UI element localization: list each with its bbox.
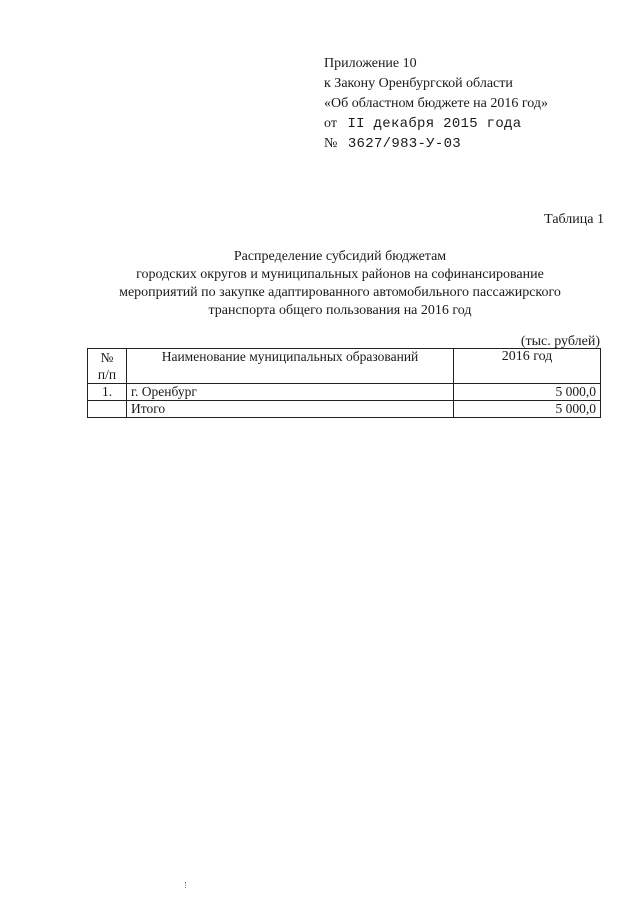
title-line-4: транспорта общего пользования на 2016 год — [208, 303, 472, 318]
row-num: 1. — [88, 384, 127, 401]
appendix-header — [324, 54, 548, 154]
total-num — [88, 401, 127, 418]
subsidy-table — [87, 348, 601, 418]
law-title: «Об областном бюджете на 2016 год» — [324, 96, 548, 111]
title-line-3: мероприятий по закупке адаптированного автомобильного пассажирского — [119, 285, 561, 300]
document-title — [60, 248, 620, 320]
table-reference: Таблица 1 — [544, 212, 604, 227]
date-value: II декабря 2015 года — [347, 116, 522, 132]
appendix-number: Приложение 10 — [324, 56, 417, 71]
total-value: 5 000,0 — [454, 401, 601, 418]
title-line-2: городских округов и муниципальных районов на софинансирование — [136, 267, 544, 282]
table-header-row — [88, 349, 601, 384]
total-row — [88, 401, 601, 418]
total-label: Итого — [127, 401, 454, 418]
scan-artifact — [185, 882, 188, 888]
header-num — [88, 349, 127, 384]
title-line-1: Распределение субсидий бюджетам — [233, 249, 447, 264]
header-year: 2016 год — [454, 349, 601, 384]
table-row — [88, 384, 601, 401]
units-label: (тыс. рублей) — [520, 334, 600, 349]
header-name: Наименование муниципальных образований — [127, 349, 454, 384]
number-value: 3627/983-У-03 — [347, 136, 461, 152]
row-value: 5 000,0 — [454, 384, 601, 401]
date-prefix: от — [324, 116, 337, 131]
date-line — [324, 114, 548, 134]
header-num-line1: № — [100, 350, 114, 365]
number-line — [324, 134, 548, 154]
number-prefix: № — [324, 136, 338, 151]
header-num-line2: п/п — [97, 367, 117, 382]
law-reference: к Закону Оренбургской области — [324, 76, 513, 91]
row-name: г. Оренбург — [127, 384, 454, 401]
